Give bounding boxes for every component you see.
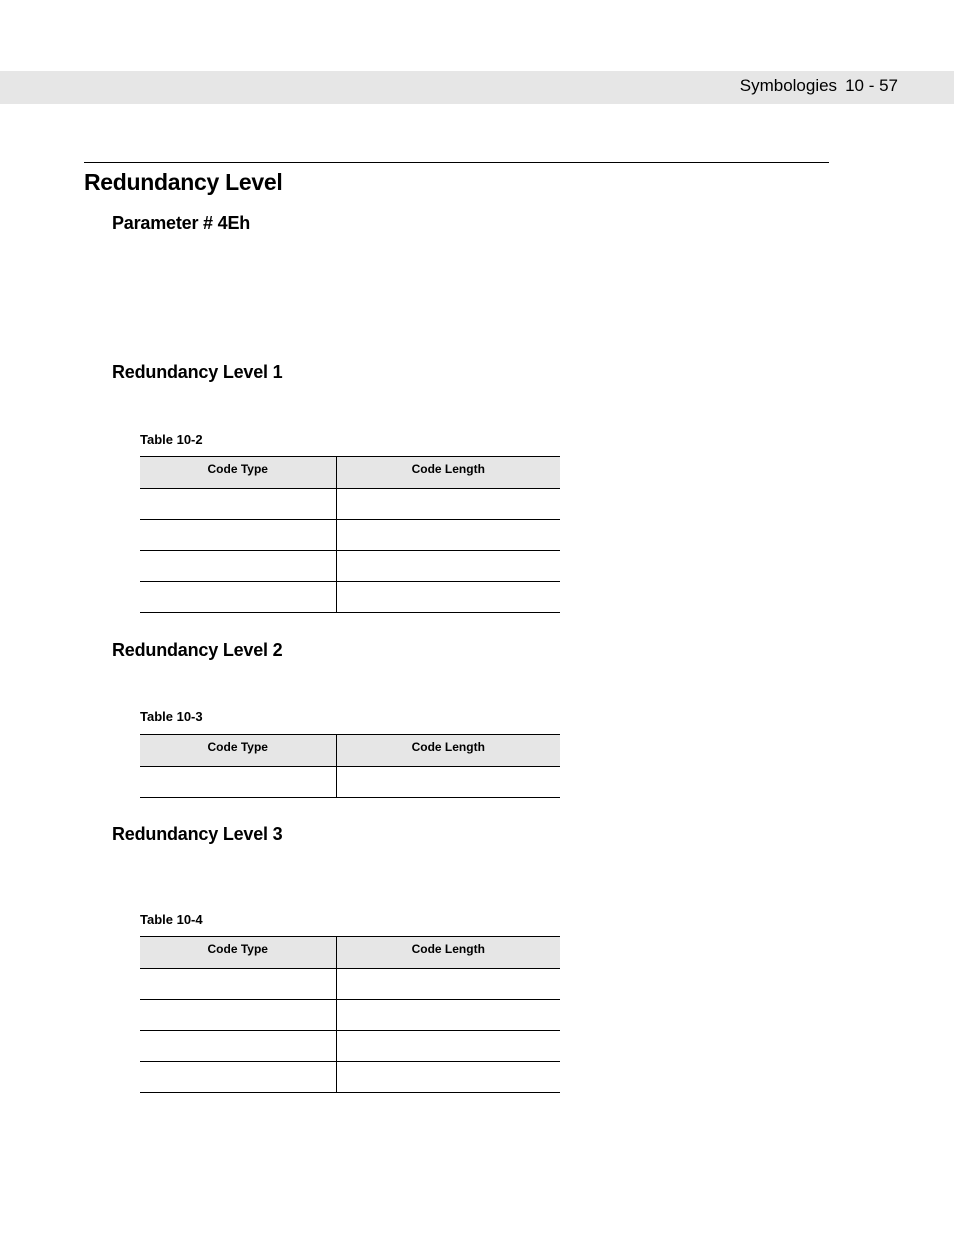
table-row [140,1031,560,1062]
table-row [140,551,560,582]
table-header-row [140,937,560,969]
header-page-number: 10 - 57 [845,76,898,95]
table-row [140,1062,560,1093]
column-header-code-type: Code Type [140,937,336,969]
page-header [740,76,898,96]
code-length-cell [336,1000,560,1031]
table-caption: Table 10-2 [140,432,203,447]
code-length-cell [336,969,560,1000]
code-type-cell [140,551,336,582]
column-header-code-type: Code Type [140,457,336,489]
code-length-cell [336,1062,560,1093]
table-row [140,1000,560,1031]
table-row [140,767,560,798]
section-heading-level-1: Redundancy Level 1 [112,362,283,382]
section-heading-level-2: Redundancy Level 2 [112,640,283,660]
code-type-cell [140,582,336,613]
code-type-cell [140,969,336,1000]
code-type-cell [140,520,336,551]
header-section-name: Symbologies [739,76,838,95]
code-length-cell [336,767,560,798]
table-row [140,489,560,520]
code-type-cell [140,767,336,798]
code-length-cell [336,582,560,613]
code-length-cell [336,1031,560,1062]
column-header-code-length: Code Length [336,937,560,969]
code-type-cell [140,1031,336,1062]
table-row [140,969,560,1000]
code-type-cell [140,1062,336,1093]
code-type-cell [140,1000,336,1031]
code-length-table-level-1 [140,456,560,613]
parameter-heading: Parameter # 4Eh [112,213,251,233]
code-length-cell [336,520,560,551]
code-type-cell [140,489,336,520]
column-header-code-type: Code Type [140,735,336,767]
section-heading-level-3: Redundancy Level 3 [112,824,283,844]
column-header-code-length: Code Length [336,457,560,489]
title-rule [84,162,829,163]
code-length-table-level-2 [140,734,560,798]
table-caption: Table 10-4 [140,912,203,927]
table-header-row [140,735,560,767]
code-length-cell [336,551,560,582]
column-header-code-length: Code Length [336,735,560,767]
code-length-table-level-3 [140,936,560,1093]
table-caption: Table 10-3 [140,709,203,724]
table-row [140,582,560,613]
code-length-cell [336,489,560,520]
table-header-row [140,457,560,489]
table-row [140,520,560,551]
page-title: Redundancy Level [84,169,283,195]
